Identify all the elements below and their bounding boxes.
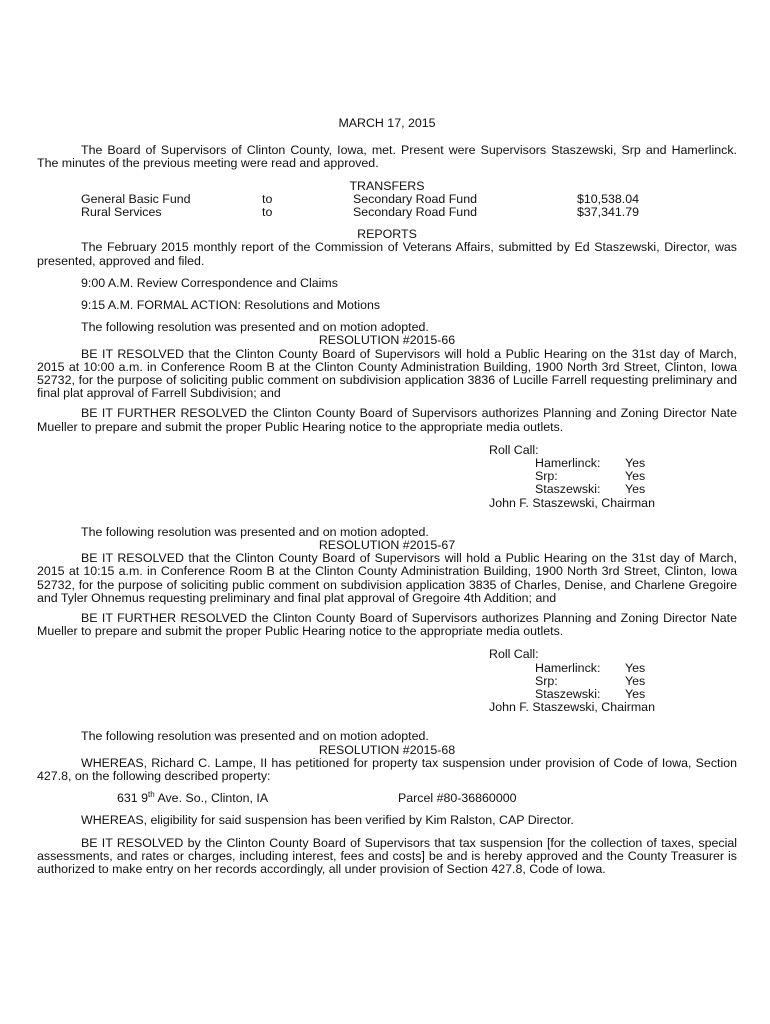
agenda-item: 9:00 A.M. Review Correspondence and Claims [81, 275, 338, 290]
roll-call-vote [489, 688, 737, 701]
property-address [117, 792, 268, 805]
transfers-table [37, 193, 737, 219]
resolution-further-paragraph: BE IT FURTHER RESOLVED the Clinton County Board of Supervisors authorizes Planning and Zoning Director Nate Mueller to prepare and submit the proper Public Hearing notice to the appropriate media outlets. [37, 406, 737, 434]
voter-name: Staszewski: [535, 482, 601, 497]
resolution-paragraph: BE IT RESOLVED that the Clinton County Board of Supervisors will hold a Public Hearing on the 31st day of March, 2015 at 10:00 a.m. in Conference Room B at the Clinton County Administration Building, 1900 North 3rd Street, Clinton, Iowa 52732, for the purpose of soliciting public comment on subdivision application 3836 of Lucille Farrell requesting preliminary and final plat approval of Farrell Subdivision; and [37, 346, 737, 401]
chairman-signature: John F. Staszewski, Chairman [489, 700, 655, 715]
voter-name: Srp: [535, 469, 558, 484]
transfer-amount: $10,538.04 [577, 191, 640, 206]
voter-vote: Yes [625, 660, 646, 675]
voter-name: Hamerlinck: [535, 456, 601, 471]
parcel-number: Parcel #80-36860000 [398, 791, 517, 806]
meeting-date: MARCH 17, 2015 [338, 116, 436, 130]
reports-paragraph: The February 2015 monthly report of the Commission of Veterans Affairs, submitted by Ed Staszewski, Director, was presented, approved and filed. [37, 240, 737, 268]
voter-vote: Yes [625, 482, 646, 497]
roll-call-vote [489, 483, 737, 496]
address-suffix: th [148, 790, 155, 800]
address-number: 631 9 [117, 791, 149, 806]
roll-call [489, 648, 737, 714]
address-street: Ave. So., Clinton, IA [154, 791, 269, 806]
voter-name: Srp: [535, 673, 558, 688]
resolution-number: RESOLUTION #2015-67 [318, 538, 456, 552]
resolved-paragraph: BE IT RESOLVED by the Clinton County Board of Supervisors that tax suspension [for the collection of taxes, special assessments, and rates or charges, including interest, fees and costs] be and is hereby approved and the County Treasurer is authorized to make entry on her records accordingly, all under provision of Section 427.8, Code of Iowa. [37, 835, 737, 876]
roll-call-vote [489, 457, 737, 470]
transfer-row [37, 206, 737, 219]
roll-call-vote [489, 675, 737, 688]
resolution-intro: The following resolution was presented and on motion adopted. [81, 729, 429, 744]
transfer-to: to [262, 205, 273, 219]
resolution-intro: The following resolution was presented and on motion adopted. [81, 524, 429, 539]
voter-vote: Yes [625, 673, 646, 688]
transfer-dest: Secondary Road Fund [353, 191, 477, 206]
transfer-from: General Basic Fund [81, 191, 191, 206]
resolution-number: RESOLUTION #2015-66 [318, 333, 456, 348]
resolution-paragraph: BE IT RESOLVED that the Clinton County Board of Supervisors will hold a Public Hearing on the 31st day of March, 2015 at 10:15 a.m. in Conference Room B at the Clinton County Administration Building, 1900 North 3rd Street, Clinton, Iowa 52732, for the purpose of soliciting public comment on subdivision application 3835 of Charles, Denise, and Charlene Gregoire and Tyler Ohnemus requesting preliminary and final plat approval of Gregoire 4th Addition; and [37, 551, 737, 605]
transfer-to: to [262, 191, 273, 206]
resolution-number: RESOLUTION #2015-68 [318, 742, 456, 757]
resolution-further-paragraph: BE IT FURTHER RESOLVED the Clinton County Board of Supervisors authorizes Planning and Zoning Director Nate Mueller to prepare and submit the proper Public Hearing notice to the appropriate media outlets. [37, 611, 737, 639]
property-line [37, 792, 737, 805]
intro-paragraph: The Board of Supervisors of Clinton County, Iowa, met. Present were Supervisors Staszewski, Srp and Hamerlinck. The minutes of the previous meeting were read and approved. [37, 143, 737, 171]
voter-name: Staszewski: [535, 687, 601, 701]
voter-vote: Yes [625, 687, 646, 701]
transfer-from: Rural Services [81, 205, 162, 219]
resolution-intro: The following resolution was presented and on motion adopted. [81, 320, 429, 335]
minutes-page [37, 117, 737, 876]
whereas-petition: WHEREAS, Richard C. Lampe, II has petitioned for property tax suspension under provision of Code of Iowa, Section 427.8, on the following described property: [37, 755, 737, 783]
chairman-signature: John F. Staszewski, Chairman [489, 495, 655, 510]
voter-vote: Yes [625, 469, 646, 484]
whereas-eligibility: WHEREAS, eligibility for said suspension has been verified by Kim Ralston, CAP Director. [81, 813, 574, 828]
roll-call-vote [489, 662, 737, 675]
roll-call-label: Roll Call: [489, 647, 539, 662]
transfers-heading: TRANSFERS [349, 178, 425, 193]
roll-call-vote [489, 470, 737, 483]
voter-name: Hamerlinck: [535, 660, 601, 675]
transfer-dest: Secondary Road Fund [353, 205, 477, 219]
roll-call [489, 444, 737, 510]
voter-vote: Yes [625, 456, 646, 471]
transfer-amount: $37,341.79 [577, 205, 640, 219]
reports-heading: REPORTS [357, 227, 417, 242]
roll-call-label: Roll Call: [489, 442, 539, 457]
agenda-item: 9:15 A.M. FORMAL ACTION: Resolutions and Motions [81, 298, 381, 312]
